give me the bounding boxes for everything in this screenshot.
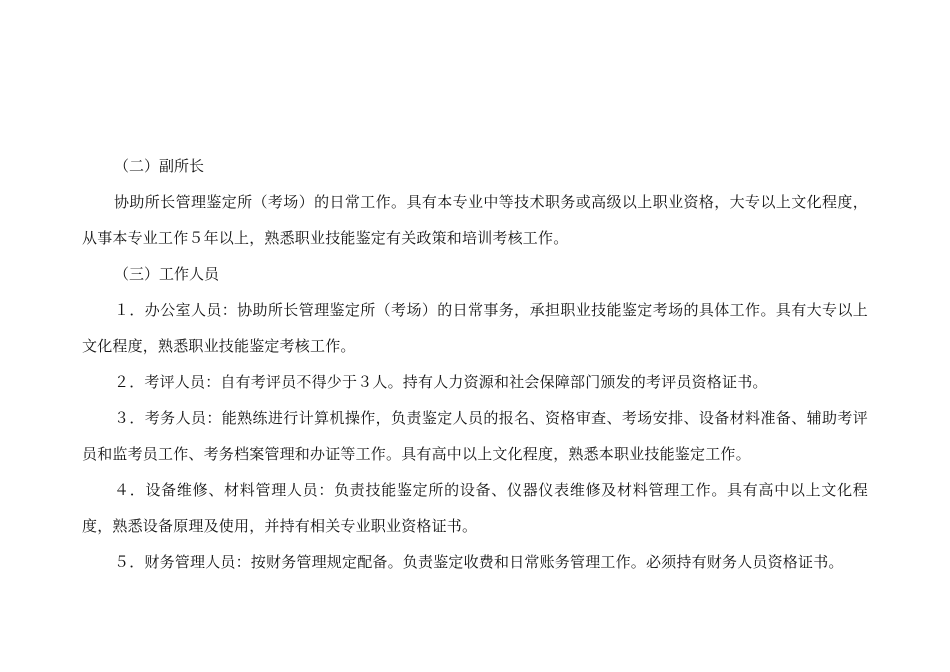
paragraph-examiners: ２．考评人员：自有考评员不得少于３人。持有人力资源和社会保障部门颁发的考评员资格证书。 [114, 373, 768, 391]
section-heading-staff: （三）工作人员 [114, 265, 220, 283]
paragraph-deputy-director-duties: 协助所长管理鉴定所（考场）的日常工作。具有本专业中等技术职务或高级以上职业资格，大专以上文化程度，从事本专业工作５年以上，熟悉职业技能鉴定有关政策和培训考核工作。 [82, 193, 868, 247]
paragraph-office-staff: １．办公室人员：协助所长管理鉴定所（考场）的日常事务，承担职业技能鉴定考场的具体工作。具有大专以上文化程度，熟悉职业技能鉴定考核工作。 [82, 301, 868, 355]
section-heading-deputy-director: （二）副所长 [114, 157, 205, 175]
paragraph-equipment-materials-staff: ４．设备维修、材料管理人员：负责技能鉴定所的设备、仪器仪表维修及材料管理工作。具有高中以上文化程度，熟悉设备原理及使用，并持有相关专业职业资格证书。 [82, 481, 868, 535]
document-body [82, 148, 868, 580]
paragraph-finance-staff: ５．财务管理人员：按财务管理规定配备。负责鉴定收费和日常账务管理工作。必须持有财务人员资格证书。 [114, 553, 844, 571]
paragraph-exam-affairs-staff: ３．考务人员：能熟练进行计算机操作，负责鉴定人员的报名、资格审查、考场安排、设备材料准备、辅助考评员和监考员工作、考务档案管理和办证等工作。具有高中以上文化程度，熟悉本职业技能鉴定工作。 [82, 409, 868, 463]
